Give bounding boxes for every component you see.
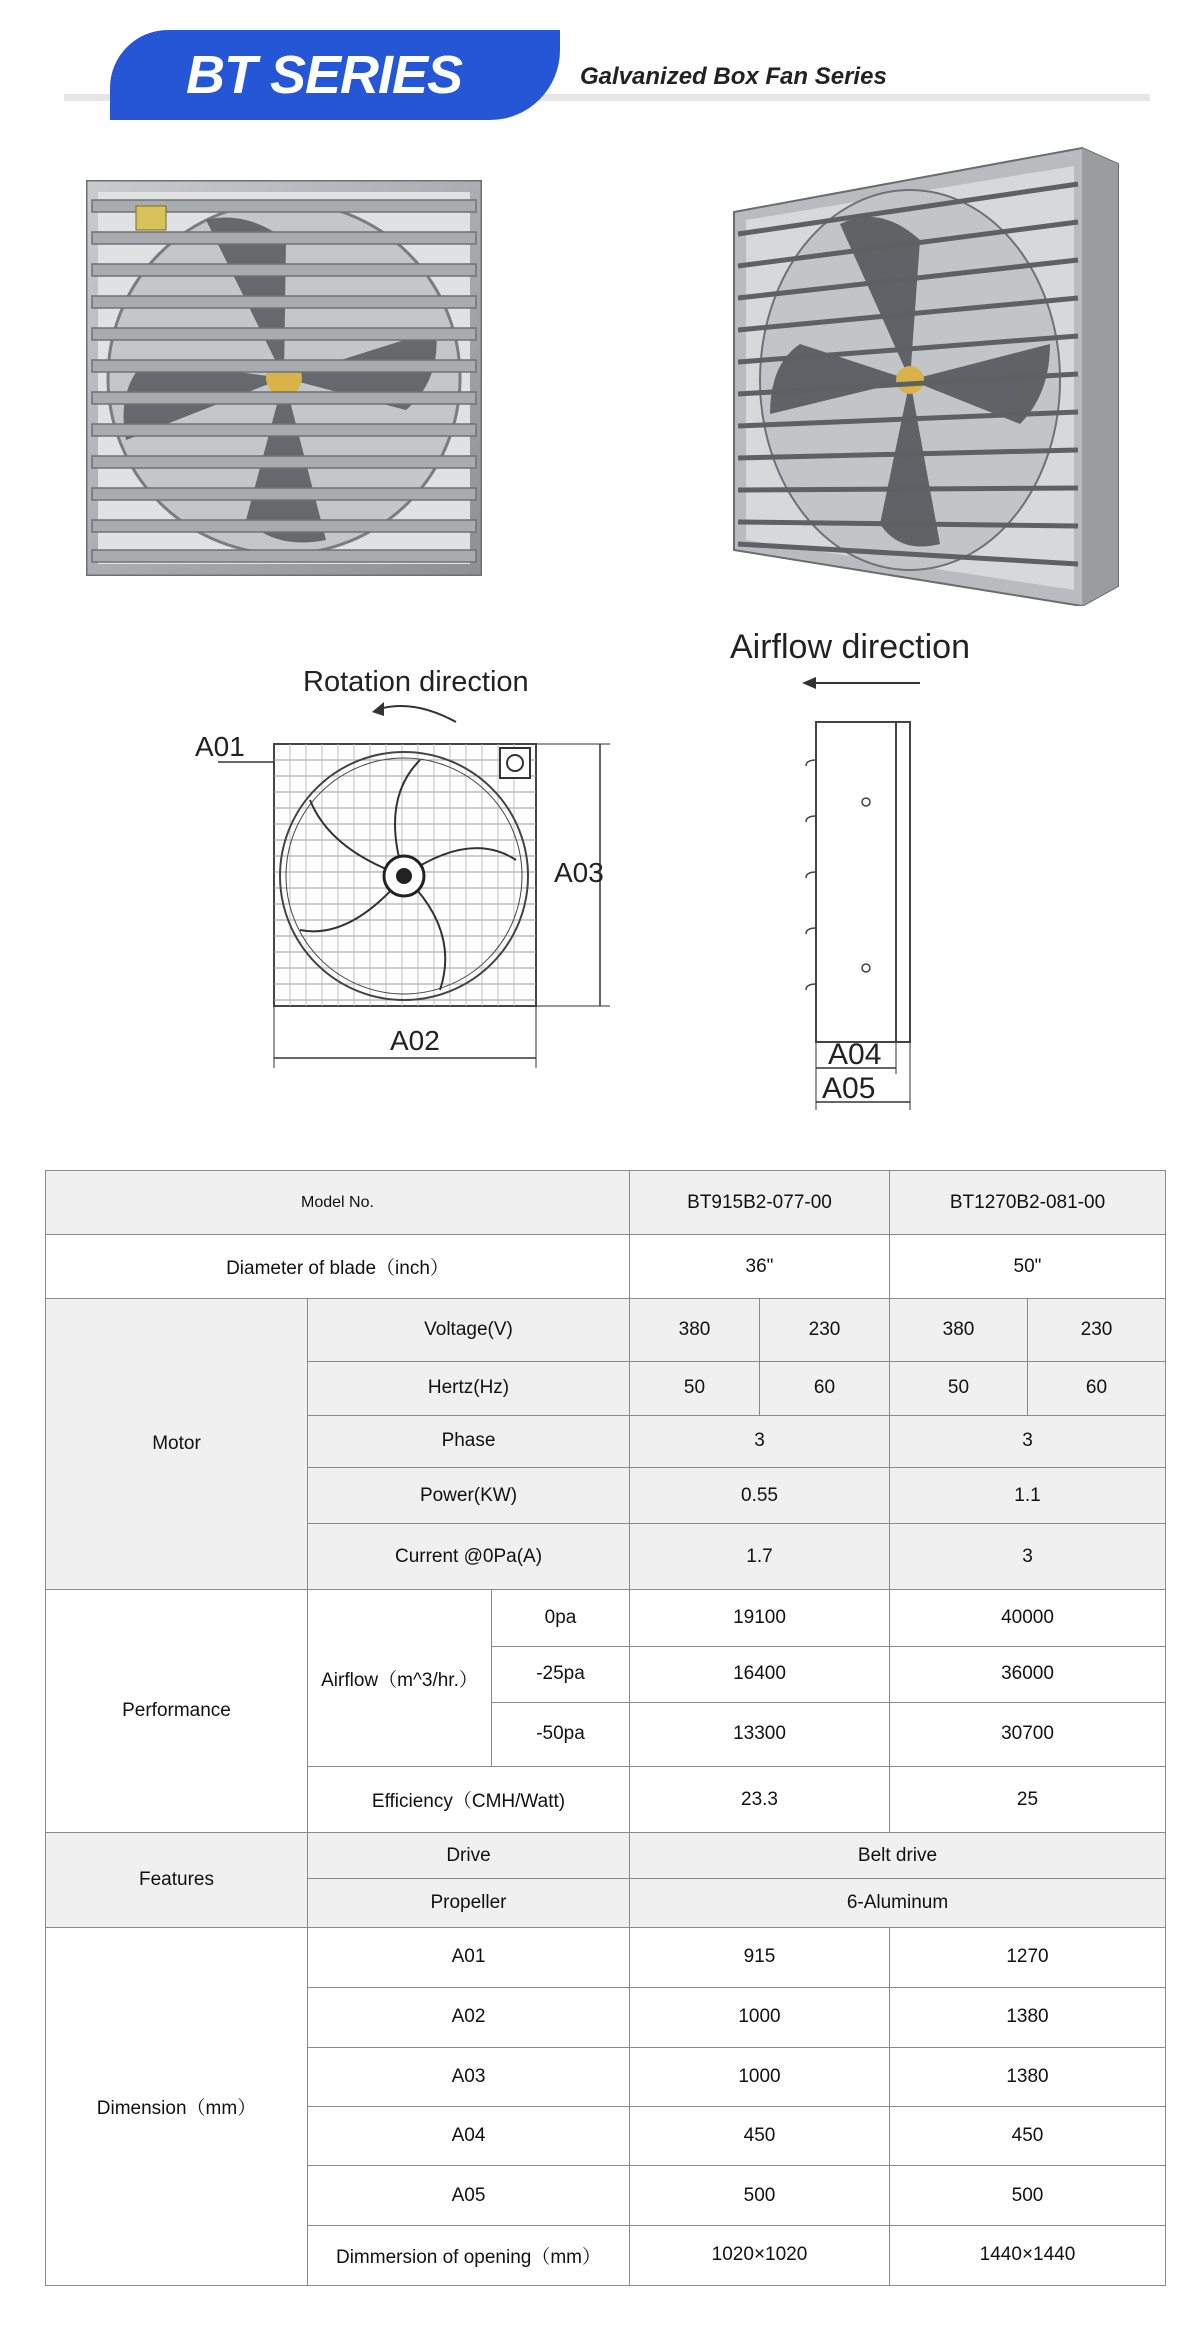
- diameter-2: 50": [890, 1235, 1166, 1299]
- dimension-value: 1000: [630, 2048, 890, 2107]
- opening-label: Dimmersion of opening（mm）: [308, 2225, 630, 2285]
- hertz-value: 50: [630, 1361, 760, 1415]
- airflow-value: 19100: [630, 1590, 890, 1646]
- dimension-name: A03: [308, 2048, 630, 2107]
- dim-label-a03: A03: [554, 857, 604, 888]
- power-value: 0.55: [630, 1468, 890, 1524]
- phase-value: 3: [890, 1415, 1166, 1467]
- model-label: Model No.: [46, 1171, 630, 1235]
- airflow-value: 13300: [630, 1702, 890, 1766]
- series-subtitle: Galvanized Box Fan Series: [580, 63, 887, 90]
- diameter-label: Diameter of blade（inch）: [46, 1235, 630, 1299]
- table-row: [46, 1833, 1166, 1879]
- dim-label-a04: A04: [828, 1038, 882, 1071]
- hertz-label: Hertz(Hz): [308, 1361, 630, 1415]
- front-fan-photo: [86, 180, 482, 576]
- side-dimension-diagram: [720, 620, 1020, 1125]
- dimension-name: A05: [308, 2166, 630, 2225]
- table-row: [46, 1299, 1166, 1361]
- table-row: [46, 1171, 1166, 1235]
- dimension-name: A02: [308, 1987, 630, 2047]
- rotation-direction-label: Rotation direction: [303, 666, 529, 698]
- dim-label-a05: A05: [822, 1072, 876, 1105]
- power-value: 1.1: [890, 1468, 1166, 1524]
- airflow-label: Airflow（m^3/hr.）: [308, 1590, 492, 1767]
- dimension-value: 500: [890, 2166, 1166, 2225]
- pressure-label: 0pa: [492, 1590, 630, 1646]
- drive-value: Belt drive: [630, 1833, 1166, 1879]
- performance-label: Performance: [46, 1590, 308, 1833]
- dimension-label: Dimension（mm）: [46, 1927, 308, 2285]
- voltage-value: 380: [890, 1299, 1028, 1361]
- motor-label: Motor: [46, 1299, 308, 1590]
- table-row: [46, 1590, 1166, 1646]
- propeller-value: 6-Aluminum: [630, 1879, 1166, 1927]
- dimension-value: 1380: [890, 2048, 1166, 2107]
- dimension-value: 915: [630, 1927, 890, 1987]
- efficiency-value: 23.3: [630, 1767, 890, 1833]
- current-label: Current @0Pa(A): [308, 1524, 630, 1590]
- airflow-value: 36000: [890, 1646, 1166, 1702]
- voltage-value: 230: [1028, 1299, 1166, 1361]
- airflow-value: 30700: [890, 1702, 1166, 1766]
- current-value: 1.7: [630, 1524, 890, 1590]
- airflow-value: 40000: [890, 1590, 1166, 1646]
- hertz-value: 50: [890, 1361, 1028, 1415]
- dim-label-a02: A02: [390, 1025, 440, 1056]
- pressure-label: -50pa: [492, 1702, 630, 1766]
- series-title: BT SERIES: [186, 45, 463, 105]
- voltage-value: 230: [760, 1299, 890, 1361]
- model-1: BT915B2-077-00: [630, 1171, 890, 1235]
- diameter-1: 36": [630, 1235, 890, 1299]
- series-header: [0, 0, 1200, 140]
- pressure-label: -25pa: [492, 1646, 630, 1702]
- dim-label-a01: A01: [195, 731, 245, 762]
- dimension-value: 1000: [630, 1987, 890, 2047]
- model-2: BT1270B2-081-00: [890, 1171, 1166, 1235]
- phase-value: 3: [630, 1415, 890, 1467]
- power-label: Power(KW): [308, 1468, 630, 1524]
- opening-value: 1020×1020: [630, 2225, 890, 2285]
- dimension-value: 500: [630, 2166, 890, 2225]
- airflow-arrow-icon: [802, 677, 816, 689]
- front-dimension-diagram: [180, 660, 640, 1085]
- drive-label: Drive: [308, 1833, 630, 1879]
- dimension-value: 450: [630, 2107, 890, 2166]
- rotation-arrow-icon: [372, 702, 384, 716]
- features-label: Features: [46, 1833, 308, 1927]
- opening-value: 1440×1440: [890, 2225, 1166, 2285]
- dimension-name: A01: [308, 1927, 630, 1987]
- voltage-value: 380: [630, 1299, 760, 1361]
- dimension-value: 1380: [890, 1987, 1166, 2047]
- phase-label: Phase: [308, 1415, 630, 1467]
- voltage-label: Voltage(V): [308, 1299, 630, 1361]
- spec-table: [45, 1170, 1166, 2286]
- airflow-value: 16400: [630, 1646, 890, 1702]
- current-value: 3: [890, 1524, 1166, 1590]
- hertz-value: 60: [1028, 1361, 1166, 1415]
- propeller-label: Propeller: [308, 1879, 630, 1927]
- airflow-direction-label: Airflow direction: [730, 628, 970, 666]
- dimension-value: 450: [890, 2107, 1166, 2166]
- dimension-value: 1270: [890, 1927, 1166, 1987]
- efficiency-value: 25: [890, 1767, 1166, 1833]
- angled-fan-photo: [730, 144, 1120, 606]
- dimension-name: A04: [308, 2107, 630, 2166]
- efficiency-label: Efficiency（CMH/Watt): [308, 1767, 630, 1833]
- table-row: [46, 1927, 1166, 1987]
- table-row: [46, 1235, 1166, 1299]
- hertz-value: 60: [760, 1361, 890, 1415]
